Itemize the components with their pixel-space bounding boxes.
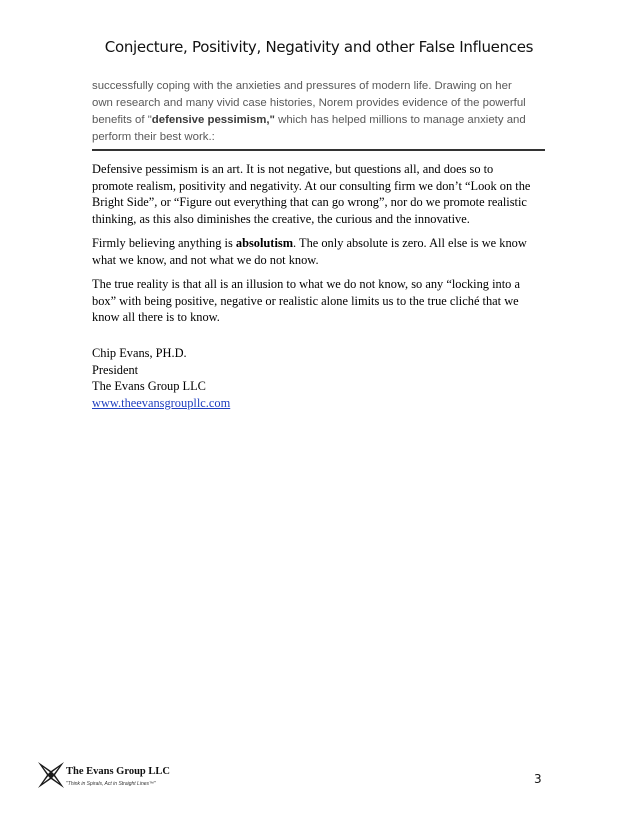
signature-name: Chip Evans, PH.D. <box>92 346 187 360</box>
signature-role: President <box>92 362 139 377</box>
evans-group-logo-icon <box>36 760 66 790</box>
signature-company: The Evans Group LLC <box>92 379 206 393</box>
footer-tagline: "Think in Spirals, Act in Straight Lines™" <box>66 781 156 787</box>
footer-company-name: The Evans Group LLC <box>66 766 170 777</box>
website-link[interactable]: www.theevansgroupllc.com <box>92 395 231 410</box>
paragraph-absolutism-before: Firmly believing anything is <box>92 236 236 250</box>
paragraph-absolutism <box>92 235 537 268</box>
horizontal-divider <box>92 149 545 151</box>
quoted-excerpt <box>92 78 532 146</box>
paragraph-defensive-pessimism: Defensive pessimism is an art. It is not negative, but questions all, and does so to promote realism, positivity and negativity. At our consulting firm we don’t “Look on the Bright Side”, or “Figure out everything that can go wrong”, nor do we promote realistic thinking, as this also diminishes the creative, the curious and the innovative. <box>92 162 531 226</box>
page-header-title: Conjecture, Positivity, Negativity and other False Influences <box>104 38 534 56</box>
page-number: 3 <box>534 772 542 786</box>
quote-emphasis: defensive pessimism," <box>151 114 275 126</box>
signature-block <box>92 345 230 411</box>
quote-text-after: which has helped millions to manage anxiety and perform their best work.: <box>92 114 526 143</box>
quote-text-before: successfully coping with the anxieties and pressures of modern life. Drawing on her own research and many vivid case histories, Norem provides evidence of the powerful benefits of " <box>92 80 526 126</box>
paragraph-true-reality: The true reality is that all is an illusion to what we do not know, so any “locking into a box” with being positive, negative or realistic alone limits us to the true cliché that we know all there is to know. <box>92 277 520 324</box>
absolutism-term: absolutism <box>235 236 294 250</box>
paragraph-absolutism-after: . The only absolute is zero. All else is we know what we know, and not what we do not know. <box>92 236 527 267</box>
